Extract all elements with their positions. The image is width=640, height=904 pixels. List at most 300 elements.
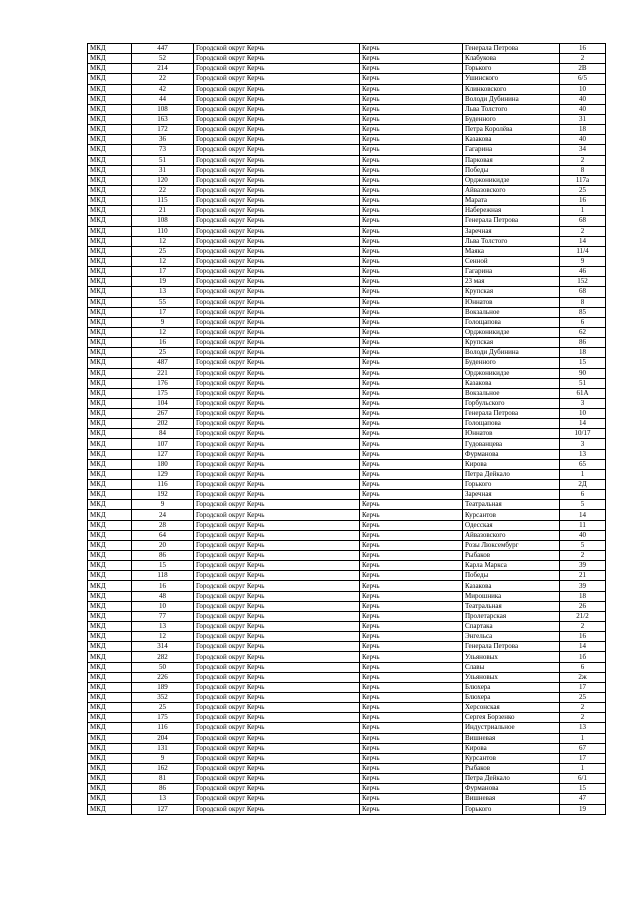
table-row <box>88 165 606 175</box>
number-cell: 127 <box>132 449 194 459</box>
house-cell: 15 <box>560 784 606 794</box>
number-cell: 226 <box>132 672 194 682</box>
number-cell: 131 <box>132 743 194 753</box>
type-cell: МКД <box>88 490 132 500</box>
house-cell: 17 <box>560 753 606 763</box>
district-cell: Городской округ Керчь <box>194 520 360 530</box>
table-body <box>88 44 606 815</box>
city-cell: Керчь <box>360 530 463 540</box>
district-cell: Городской округ Керчь <box>194 449 360 459</box>
city-cell: Керчь <box>360 246 463 256</box>
number-cell: 104 <box>132 398 194 408</box>
house-cell: 11/4 <box>560 246 606 256</box>
street-cell: Айвазовского <box>463 530 560 540</box>
type-cell: МКД <box>88 561 132 571</box>
street-cell: Ушинского <box>463 74 560 84</box>
street-cell: Орджоникидзе <box>463 368 560 378</box>
street-cell: Славы <box>463 662 560 672</box>
number-cell: 25 <box>132 246 194 256</box>
street-cell: Фурманова <box>463 449 560 459</box>
city-cell: Керчь <box>360 307 463 317</box>
city-cell: Керчь <box>360 794 463 804</box>
city-cell: Керчь <box>360 236 463 246</box>
street-cell: Ульяновых <box>463 672 560 682</box>
street-cell: Театральная <box>463 500 560 510</box>
house-cell: 65 <box>560 459 606 469</box>
number-cell: 107 <box>132 439 194 449</box>
city-cell: Керчь <box>360 175 463 185</box>
table-row <box>88 388 606 398</box>
number-cell: 84 <box>132 429 194 439</box>
house-cell: 40 <box>560 94 606 104</box>
city-cell: Керчь <box>360 338 463 348</box>
street-cell: Крупская <box>463 287 560 297</box>
number-cell: 352 <box>132 693 194 703</box>
street-cell: Буденного <box>463 114 560 124</box>
table-row <box>88 652 606 662</box>
street-cell: Горького <box>463 804 560 814</box>
district-cell: Городской округ Керчь <box>194 226 360 236</box>
table-row <box>88 622 606 632</box>
city-cell: Керчь <box>360 632 463 642</box>
type-cell: МКД <box>88 763 132 773</box>
street-cell: Фурманова <box>463 784 560 794</box>
number-cell: 447 <box>132 44 194 54</box>
city-cell: Керчь <box>360 84 463 94</box>
table-row <box>88 277 606 287</box>
district-cell: Городской округ Керчь <box>194 135 360 145</box>
street-cell: Рыбаков <box>463 763 560 773</box>
number-cell: 108 <box>132 216 194 226</box>
district-cell: Городской округ Керчь <box>194 44 360 54</box>
house-cell: 9 <box>560 256 606 266</box>
city-cell: Керчь <box>360 206 463 216</box>
district-cell: Городской округ Керчь <box>194 84 360 94</box>
district-cell: Городской округ Керчь <box>194 155 360 165</box>
house-cell: 8 <box>560 165 606 175</box>
table-row <box>88 378 606 388</box>
table-row <box>88 571 606 581</box>
house-cell: 6 <box>560 662 606 672</box>
street-cell: Буденного <box>463 358 560 368</box>
number-cell: 12 <box>132 327 194 337</box>
house-cell: 5 <box>560 540 606 550</box>
number-cell: 120 <box>132 175 194 185</box>
table-row <box>88 94 606 104</box>
district-cell: Городской округ Керчь <box>194 601 360 611</box>
type-cell: МКД <box>88 601 132 611</box>
district-cell: Городской округ Керчь <box>194 287 360 297</box>
table-row <box>88 185 606 195</box>
table-row <box>88 490 606 500</box>
district-cell: Городской округ Керчь <box>194 733 360 743</box>
city-cell: Керчь <box>360 125 463 135</box>
type-cell: МКД <box>88 185 132 195</box>
table-row <box>88 317 606 327</box>
table-row <box>88 804 606 814</box>
type-cell: МКД <box>88 388 132 398</box>
city-cell: Керчь <box>360 368 463 378</box>
table-row <box>88 84 606 94</box>
table-row <box>88 439 606 449</box>
district-cell: Городской округ Керчь <box>194 216 360 226</box>
street-cell: Индустриальное <box>463 723 560 733</box>
type-cell: МКД <box>88 753 132 763</box>
city-cell: Керчь <box>360 601 463 611</box>
number-cell: 86 <box>132 551 194 561</box>
number-cell: 9 <box>132 753 194 763</box>
number-cell: 64 <box>132 530 194 540</box>
city-cell: Керчь <box>360 317 463 327</box>
street-cell: Генерала Петрова <box>463 642 560 652</box>
number-cell: 189 <box>132 682 194 692</box>
number-cell: 16 <box>132 338 194 348</box>
city-cell: Керчь <box>360 520 463 530</box>
type-cell: МКД <box>88 267 132 277</box>
type-cell: МКД <box>88 642 132 652</box>
type-cell: МКД <box>88 44 132 54</box>
city-cell: Керчь <box>360 500 463 510</box>
house-cell: 18 <box>560 591 606 601</box>
type-cell: МКД <box>88 672 132 682</box>
house-cell: 85 <box>560 307 606 317</box>
table-row <box>88 114 606 124</box>
table-row <box>88 398 606 408</box>
street-cell: Горького <box>463 480 560 490</box>
street-cell: Генерала Петрова <box>463 44 560 54</box>
house-cell: 2 <box>560 155 606 165</box>
housing-table <box>87 43 606 815</box>
street-cell: Орджоникидзе <box>463 175 560 185</box>
number-cell: 77 <box>132 611 194 621</box>
type-cell: МКД <box>88 439 132 449</box>
number-cell: 176 <box>132 378 194 388</box>
district-cell: Городской округ Керчь <box>194 571 360 581</box>
type-cell: МКД <box>88 794 132 804</box>
house-cell: 40 <box>560 104 606 114</box>
street-cell: Херсонская <box>463 703 560 713</box>
number-cell: 24 <box>132 510 194 520</box>
district-cell: Городской округ Керчь <box>194 551 360 561</box>
number-cell: 267 <box>132 409 194 419</box>
type-cell: МКД <box>88 540 132 550</box>
table-row <box>88 551 606 561</box>
city-cell: Керчь <box>360 703 463 713</box>
table-row <box>88 216 606 226</box>
house-cell: 47 <box>560 794 606 804</box>
house-cell: 14 <box>560 510 606 520</box>
table-row <box>88 449 606 459</box>
number-cell: 12 <box>132 236 194 246</box>
city-cell: Керчь <box>360 135 463 145</box>
table-row <box>88 348 606 358</box>
table-row <box>88 510 606 520</box>
type-cell: МКД <box>88 236 132 246</box>
type-cell: МКД <box>88 307 132 317</box>
house-cell: 15 <box>560 358 606 368</box>
table-row <box>88 358 606 368</box>
type-cell: МКД <box>88 713 132 723</box>
number-cell: 12 <box>132 256 194 266</box>
type-cell: МКД <box>88 135 132 145</box>
street-cell: Юннатов <box>463 297 560 307</box>
house-cell: 8 <box>560 297 606 307</box>
table-row <box>88 591 606 601</box>
district-cell: Городской округ Керчь <box>194 469 360 479</box>
table-row <box>88 246 606 256</box>
table-row <box>88 723 606 733</box>
table-row <box>88 155 606 165</box>
house-cell: 2Д <box>560 480 606 490</box>
table-row <box>88 763 606 773</box>
street-cell: Пролетарская <box>463 611 560 621</box>
street-cell: Набережная <box>463 206 560 216</box>
district-cell: Городской округ Керчь <box>194 236 360 246</box>
district-cell: Городской округ Керчь <box>194 317 360 327</box>
district-cell: Городской округ Керчь <box>194 530 360 540</box>
number-cell: 162 <box>132 763 194 773</box>
city-cell: Керчь <box>360 439 463 449</box>
number-cell: 180 <box>132 459 194 469</box>
number-cell: 20 <box>132 540 194 550</box>
table-row <box>88 784 606 794</box>
number-cell: 175 <box>132 713 194 723</box>
district-cell: Городской округ Керчь <box>194 175 360 185</box>
house-cell: 2 <box>560 551 606 561</box>
table-row <box>88 753 606 763</box>
table-row <box>88 54 606 64</box>
type-cell: МКД <box>88 662 132 672</box>
district-cell: Городской округ Керчь <box>194 256 360 266</box>
district-cell: Городской округ Керчь <box>194 277 360 287</box>
district-cell: Городской округ Керчь <box>194 145 360 155</box>
house-cell: 25 <box>560 693 606 703</box>
city-cell: Керчь <box>360 378 463 388</box>
house-cell: 21 <box>560 571 606 581</box>
type-cell: МКД <box>88 733 132 743</box>
house-cell: 13 <box>560 449 606 459</box>
house-cell: 117а <box>560 175 606 185</box>
table-row <box>88 44 606 54</box>
table-row <box>88 287 606 297</box>
street-cell: Кирова <box>463 459 560 469</box>
table-row <box>88 693 606 703</box>
type-cell: МКД <box>88 256 132 266</box>
table-row <box>88 125 606 135</box>
street-cell: Генерала Петрова <box>463 409 560 419</box>
district-cell: Городской округ Керчь <box>194 693 360 703</box>
city-cell: Керчь <box>360 662 463 672</box>
house-cell: 90 <box>560 368 606 378</box>
district-cell: Городской округ Керчь <box>194 713 360 723</box>
table-row <box>88 419 606 429</box>
house-cell: 1б <box>560 652 606 662</box>
number-cell: 115 <box>132 196 194 206</box>
table-row <box>88 530 606 540</box>
number-cell: 81 <box>132 774 194 784</box>
city-cell: Керчь <box>360 652 463 662</box>
street-cell: Розы Люксембург <box>463 540 560 550</box>
city-cell: Керчь <box>360 774 463 784</box>
table-row <box>88 713 606 723</box>
district-cell: Городской округ Керчь <box>194 125 360 135</box>
number-cell: 13 <box>132 622 194 632</box>
street-cell: Айвазовского <box>463 185 560 195</box>
table-row <box>88 520 606 530</box>
street-cell: Спартака <box>463 622 560 632</box>
table-row <box>88 774 606 784</box>
city-cell: Керчь <box>360 94 463 104</box>
table-row <box>88 135 606 145</box>
table-row <box>88 409 606 419</box>
type-cell: МКД <box>88 591 132 601</box>
city-cell: Керчь <box>360 297 463 307</box>
house-cell: 14 <box>560 419 606 429</box>
street-cell: Казакова <box>463 378 560 388</box>
street-cell: Заречная <box>463 490 560 500</box>
street-cell: Маяка <box>463 246 560 256</box>
district-cell: Городской округ Керчь <box>194 763 360 773</box>
district-cell: Городской округ Керчь <box>194 804 360 814</box>
house-cell: 26 <box>560 601 606 611</box>
city-cell: Керчь <box>360 733 463 743</box>
type-cell: МКД <box>88 804 132 814</box>
district-cell: Городской округ Керчь <box>194 439 360 449</box>
street-cell: Парковая <box>463 155 560 165</box>
district-cell: Городской округ Керчь <box>194 429 360 439</box>
table-row <box>88 236 606 246</box>
number-cell: 175 <box>132 388 194 398</box>
number-cell: 12 <box>132 632 194 642</box>
house-cell: 18 <box>560 125 606 135</box>
number-cell: 214 <box>132 64 194 74</box>
type-cell: МКД <box>88 510 132 520</box>
number-cell: 202 <box>132 419 194 429</box>
street-cell: Крупская <box>463 338 560 348</box>
street-cell: Театральная <box>463 601 560 611</box>
number-cell: 51 <box>132 155 194 165</box>
street-cell: Курсантов <box>463 753 560 763</box>
street-cell: Сергея Борзенко <box>463 713 560 723</box>
house-cell: 2 <box>560 226 606 236</box>
street-cell: Голощапова <box>463 317 560 327</box>
city-cell: Керчь <box>360 226 463 236</box>
city-cell: Керчь <box>360 74 463 84</box>
district-cell: Городской округ Керчь <box>194 662 360 672</box>
house-cell: 16 <box>560 44 606 54</box>
house-cell: 2 <box>560 713 606 723</box>
city-cell: Керчь <box>360 804 463 814</box>
type-cell: МКД <box>88 459 132 469</box>
street-cell: Казакова <box>463 135 560 145</box>
city-cell: Керчь <box>360 267 463 277</box>
street-cell: Юннатов <box>463 429 560 439</box>
type-cell: МКД <box>88 571 132 581</box>
street-cell: Гудованцева <box>463 439 560 449</box>
city-cell: Керчь <box>360 510 463 520</box>
district-cell: Городской округ Керчь <box>194 74 360 84</box>
house-cell: 1 <box>560 206 606 216</box>
number-cell: 36 <box>132 135 194 145</box>
house-cell: 34 <box>560 145 606 155</box>
street-cell: Мирошника <box>463 591 560 601</box>
type-cell: МКД <box>88 693 132 703</box>
number-cell: 22 <box>132 185 194 195</box>
number-cell: 17 <box>132 307 194 317</box>
table-row <box>88 267 606 277</box>
type-cell: МКД <box>88 74 132 84</box>
city-cell: Керчь <box>360 622 463 632</box>
city-cell: Керчь <box>360 693 463 703</box>
table-row <box>88 469 606 479</box>
street-cell: Клинковского <box>463 84 560 94</box>
table-row <box>88 145 606 155</box>
type-cell: МКД <box>88 530 132 540</box>
house-cell: 14 <box>560 236 606 246</box>
table-row <box>88 327 606 337</box>
street-cell: Заречная <box>463 226 560 236</box>
house-cell: 1 <box>560 763 606 773</box>
street-cell: Блюхера <box>463 682 560 692</box>
district-cell: Городской округ Керчь <box>194 307 360 317</box>
table-row <box>88 429 606 439</box>
type-cell: МКД <box>88 64 132 74</box>
type-cell: МКД <box>88 145 132 155</box>
table-row <box>88 104 606 114</box>
number-cell: 44 <box>132 94 194 104</box>
city-cell: Керчь <box>360 611 463 621</box>
city-cell: Керчь <box>360 256 463 266</box>
street-cell: 23 мая <box>463 277 560 287</box>
number-cell: 25 <box>132 348 194 358</box>
number-cell: 116 <box>132 480 194 490</box>
district-cell: Городской округ Керчь <box>194 480 360 490</box>
table-row <box>88 175 606 185</box>
district-cell: Городской округ Керчь <box>194 54 360 64</box>
house-cell: 39 <box>560 561 606 571</box>
table-row <box>88 480 606 490</box>
city-cell: Керчь <box>360 753 463 763</box>
type-cell: МКД <box>88 216 132 226</box>
street-cell: Голощапова <box>463 419 560 429</box>
table-row <box>88 581 606 591</box>
district-cell: Городской округ Керчь <box>194 459 360 469</box>
district-cell: Городской округ Керчь <box>194 165 360 175</box>
type-cell: МКД <box>88 469 132 479</box>
district-cell: Городской округ Керчь <box>194 794 360 804</box>
street-cell: Одесская <box>463 520 560 530</box>
house-cell: 18 <box>560 348 606 358</box>
table-row <box>88 540 606 550</box>
table-row <box>88 459 606 469</box>
city-cell: Керчь <box>360 155 463 165</box>
house-cell: 3 <box>560 398 606 408</box>
street-cell: Вишневая <box>463 794 560 804</box>
city-cell: Керчь <box>360 743 463 753</box>
city-cell: Керчь <box>360 763 463 773</box>
house-cell: 2 <box>560 54 606 64</box>
table-row <box>88 307 606 317</box>
street-cell: Казакова <box>463 581 560 591</box>
district-cell: Городской округ Керчь <box>194 114 360 124</box>
table-row <box>88 703 606 713</box>
type-cell: МКД <box>88 277 132 287</box>
house-cell: 1 <box>560 469 606 479</box>
type-cell: МКД <box>88 409 132 419</box>
number-cell: 22 <box>132 74 194 84</box>
district-cell: Городской округ Керчь <box>194 398 360 408</box>
city-cell: Керчь <box>360 571 463 581</box>
